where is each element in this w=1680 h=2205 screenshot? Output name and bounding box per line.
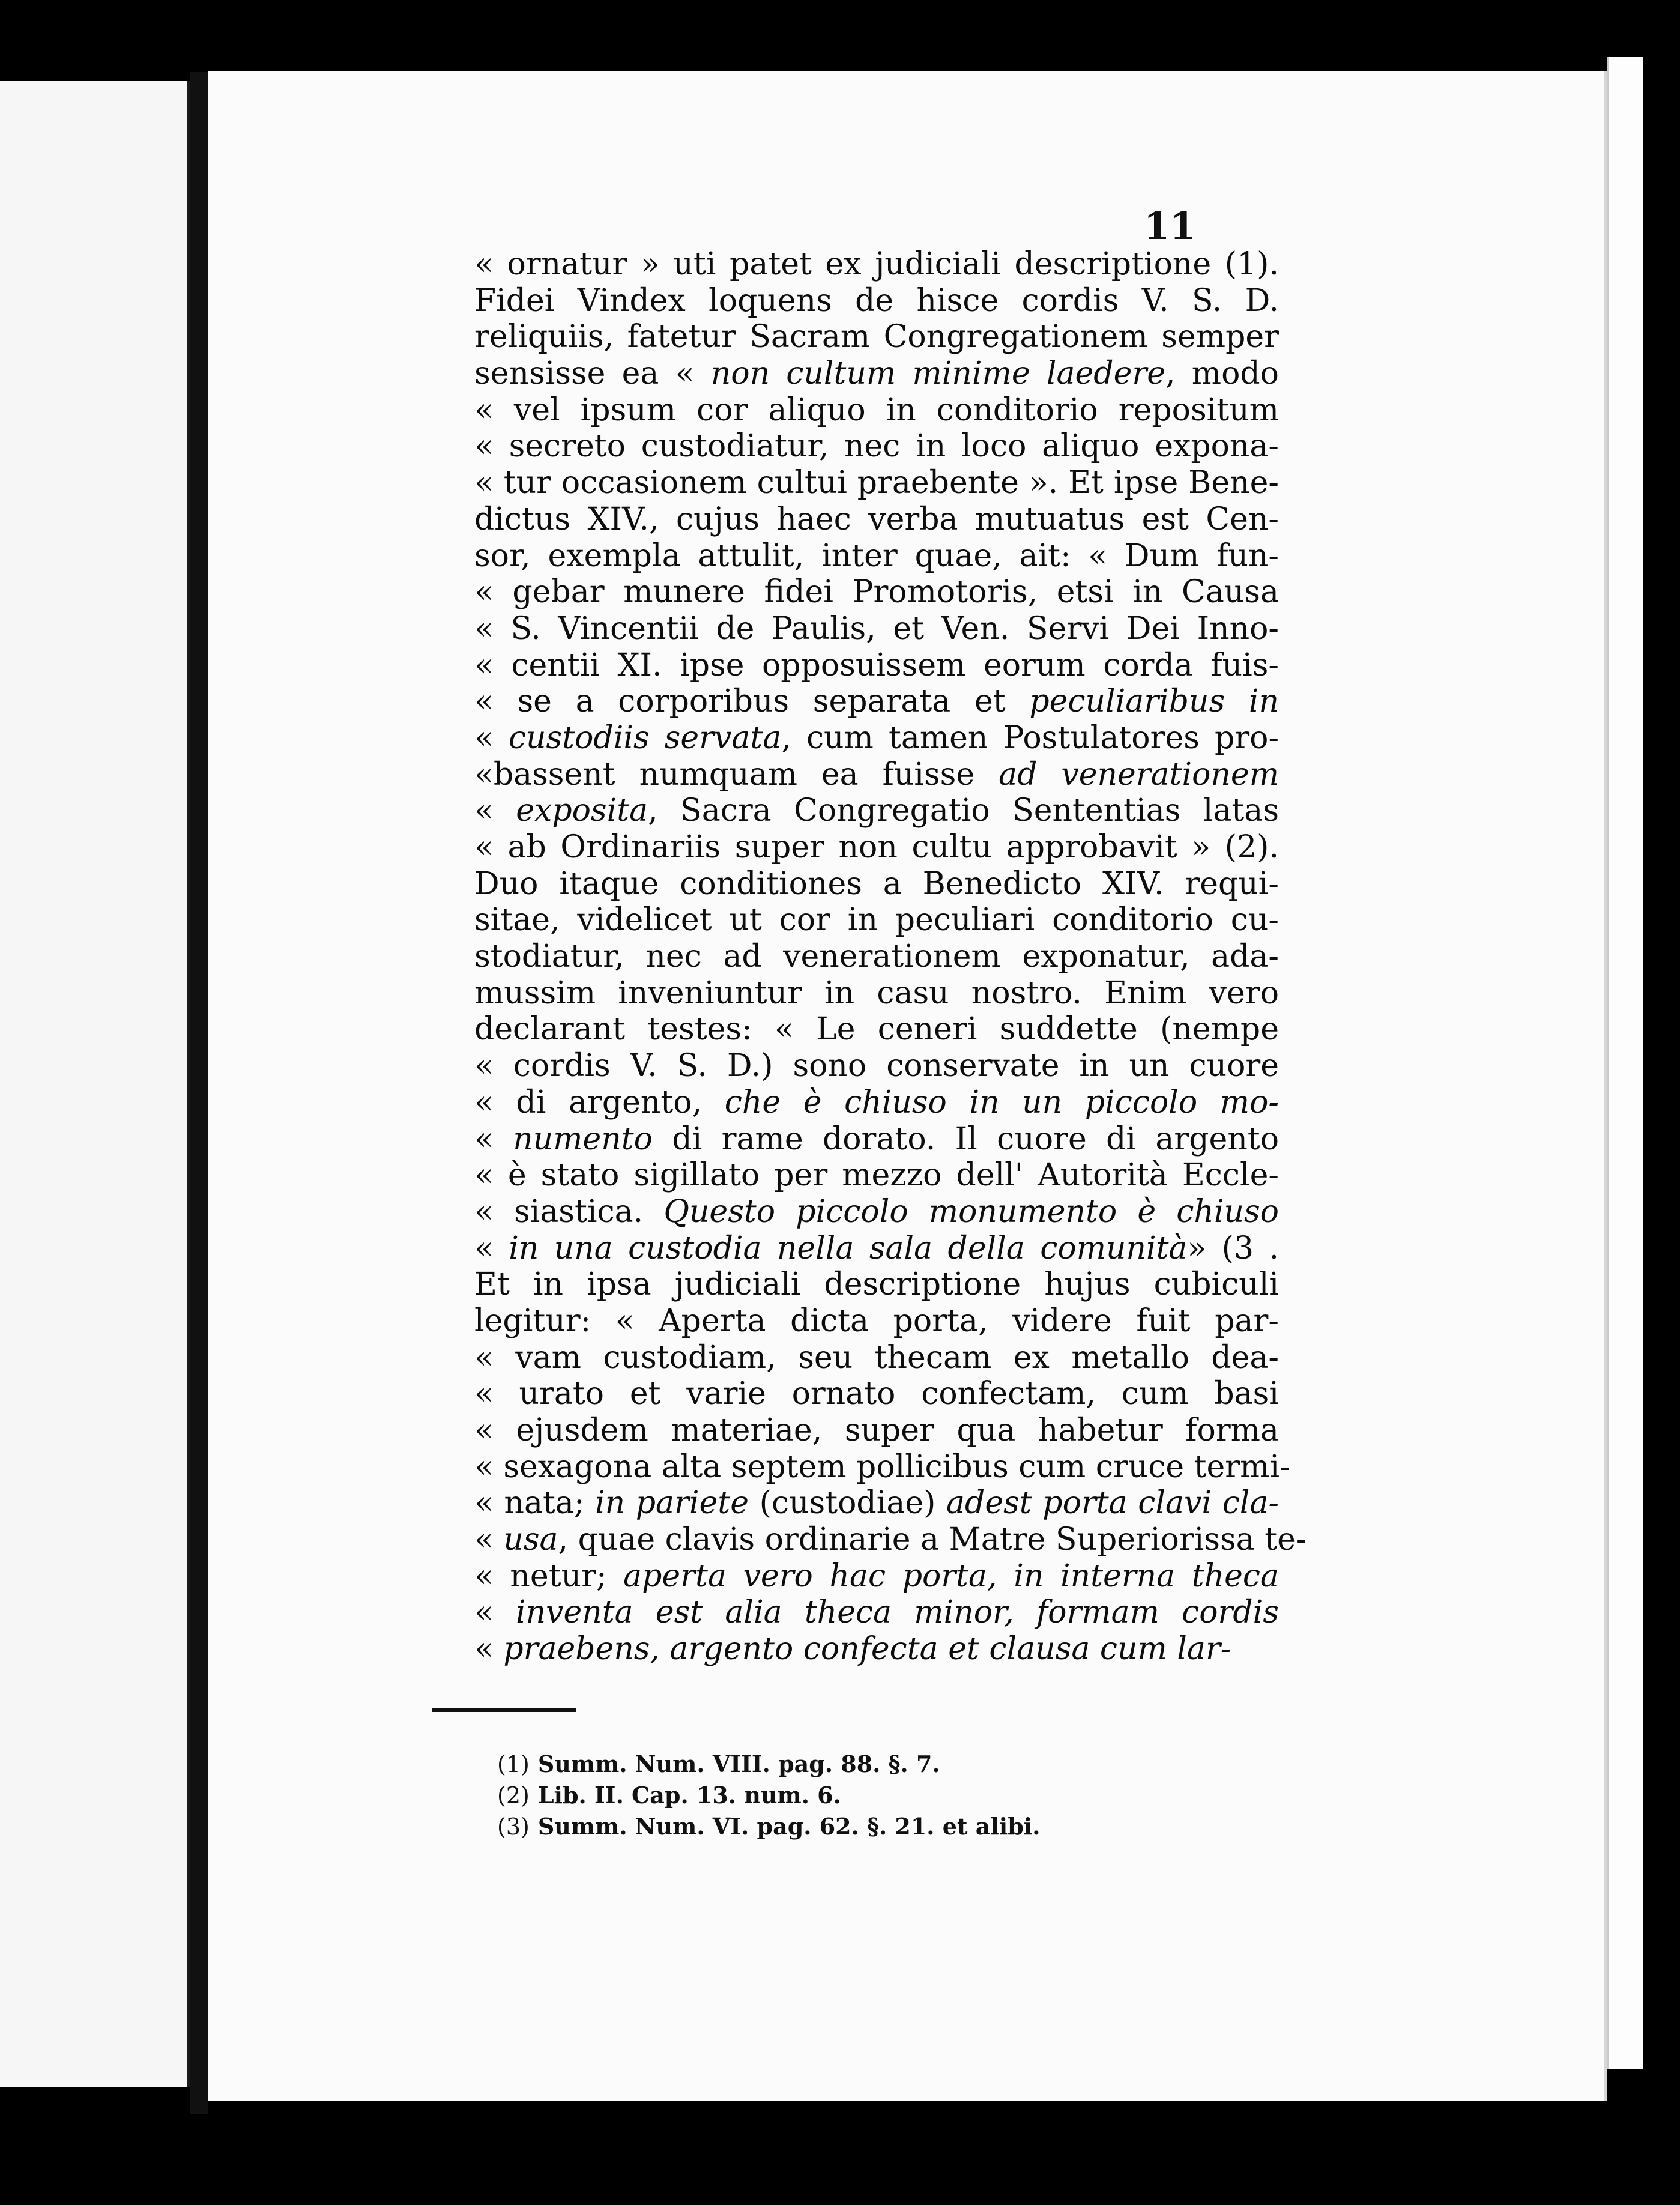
italic-run: che è chiuso in un piccolo mo- xyxy=(724,1084,1279,1121)
text-line: sitae, videlicet ut cor in peculiari conditorio cu- xyxy=(474,902,1279,939)
footnote-text: Lib. II. Cap. 13. num. 6. xyxy=(537,1782,841,1809)
footnote xyxy=(497,1749,1218,1780)
text-line: declarant testes: « Le ceneri suddette (nempe xyxy=(474,1011,1279,1048)
footnote-rule xyxy=(432,1708,576,1712)
text-line: Fidei Vindex loquens de hisce cordis V. S. D. xyxy=(474,282,1279,319)
text-line: « numento di rame dorato. Il cuore di argento xyxy=(474,1121,1280,1157)
page-number: 11 xyxy=(1144,204,1196,248)
italic-run: peculiaribus in xyxy=(1029,683,1279,720)
text-line: « vam custodiam, seu thecam ex metallo dea- xyxy=(474,1339,1279,1376)
text-line: « centii XI. ipse opposuissem eorum corda fuis- xyxy=(474,647,1279,683)
footnote-text: Summ. Num. VIII. pag. 88. §. 7. xyxy=(537,1750,940,1777)
text-line: « S. Vincentii de Paulis, et Ven. Servi Dei Inno- xyxy=(474,610,1279,647)
italic-run: exposita xyxy=(516,793,648,829)
text-line: stodiatur, nec ad venerationem exponatur, ada- xyxy=(474,939,1279,975)
text-line: sor, exempla attulit, inter quae, ait: « Dum fun- xyxy=(474,537,1279,574)
page-edge xyxy=(1607,57,1643,2069)
text-line: « exposita, Sacra Congregatio Sententias latas xyxy=(474,793,1279,829)
text-line: « urato et varie ornato confectam, cum basi xyxy=(474,1376,1279,1412)
text-line: Et in ipsa judiciali descriptione hujus cubiculi xyxy=(474,1266,1279,1303)
text-line: « se a corporibus separata et peculiaribus in xyxy=(474,683,1279,720)
text-line: reliquiis, fatetur Sacram Congregationem semper xyxy=(474,319,1279,355)
italic-run: inventa est alia theca minor, formam cordis xyxy=(516,1594,1279,1631)
italic-run: in una custodia nella sala della comunità xyxy=(509,1230,1188,1266)
text-line: « custodiis servata, cum tamen Postulatores pro- xyxy=(474,719,1280,756)
text-line: « siastica. Questo piccolo monumento è chiuso xyxy=(474,1193,1279,1230)
italic-run: numento xyxy=(513,1121,653,1157)
text-line: « cordis V. S. D.) sono conservate in un cuore xyxy=(474,1048,1279,1084)
body-text xyxy=(474,246,1307,1668)
text-line: « netur; aperta vero hac porta, in interna theca xyxy=(474,1558,1279,1594)
text-line: « in una custodia nella sala della comunità» (3 . xyxy=(474,1230,1280,1266)
italic-run: praebens, argento confecta et clausa cum lar- xyxy=(503,1631,1231,1668)
text-line: «bassent numquam ea fuisse ad venerationem xyxy=(474,756,1280,793)
italic-run: aperta vero hac porta, in interna theca xyxy=(623,1558,1279,1594)
footnotes xyxy=(497,1749,1218,1842)
italic-run: usa xyxy=(503,1522,558,1558)
italic-run: in pariete xyxy=(595,1485,749,1522)
italic-run: Questo piccolo monumento è chiuso xyxy=(663,1193,1279,1230)
italic-run: ad venerationem xyxy=(999,756,1280,793)
footnote xyxy=(497,1780,1218,1811)
facing-page-edge xyxy=(0,81,190,2087)
footnote-mark: (2) xyxy=(497,1782,530,1809)
text-line: Duo itaque conditiones a Benedicto XIV. requi- xyxy=(474,865,1279,902)
text-line: legitur: « Aperta dicta porta, videre fuit par- xyxy=(474,1302,1279,1339)
text-line: « vel ipsum cor aliquo in conditorio repositum xyxy=(474,392,1279,428)
italic-run: custodiis servata xyxy=(508,719,782,756)
footnote-text: Summ. Num. VI. pag. 62. §. 21. et alibi. xyxy=(537,1813,1041,1840)
text-line: « ejusdem materiae, super qua habetur forma xyxy=(474,1412,1279,1448)
text-line: « inventa est alia theca minor, formam cordis xyxy=(474,1594,1279,1631)
text-line: « gebar munere fidei Promotoris, etsi in Causa xyxy=(474,574,1279,611)
text-line: « di argento, che è chiuso in un piccolo mo- xyxy=(474,1084,1279,1121)
text-line: sensisse ea « non cultum minime laedere, modo xyxy=(474,355,1279,392)
book-spine xyxy=(190,72,208,2114)
text-line: « tur occasionem cultui praebente ». Et ipse Bene- xyxy=(474,465,1279,501)
text-line: « ab Ordinariis super non cultu approbavit » (2). xyxy=(474,829,1279,865)
text-line: « ornatur » uti patet ex judiciali descriptione (1). xyxy=(474,246,1279,282)
text-line: « usa, quae clavis ordinarie a Matre Superiorissa te- xyxy=(474,1522,1307,1558)
text-line: dictus XIV., cujus haec verba mutuatus est Cen- xyxy=(474,501,1279,537)
footnote-mark: (1) xyxy=(497,1751,530,1777)
text-line: « nata; in pariete (custodiae) adest porta clavi cla- xyxy=(474,1485,1280,1522)
italic-run: non cultum minime laedere xyxy=(710,355,1165,392)
footnote xyxy=(497,1811,1218,1842)
italic-run: adest porta clavi cla- xyxy=(946,1485,1280,1522)
text-line: « è stato sigillato per mezzo dell' Autorità Eccle- xyxy=(474,1157,1279,1194)
text-line: « praebens, argento confecta et clausa cum lar- xyxy=(474,1631,1231,1668)
text-line: « sexagona alta septem pollicibus cum cruce termi- xyxy=(474,1448,1290,1485)
text-line: « secreto custodiatur, nec in loco aliquo exponа- xyxy=(474,428,1279,465)
footnote-mark: (3) xyxy=(497,1813,530,1840)
text-line: mussim inveniuntur in casu nostro. Enim vero xyxy=(474,975,1279,1011)
